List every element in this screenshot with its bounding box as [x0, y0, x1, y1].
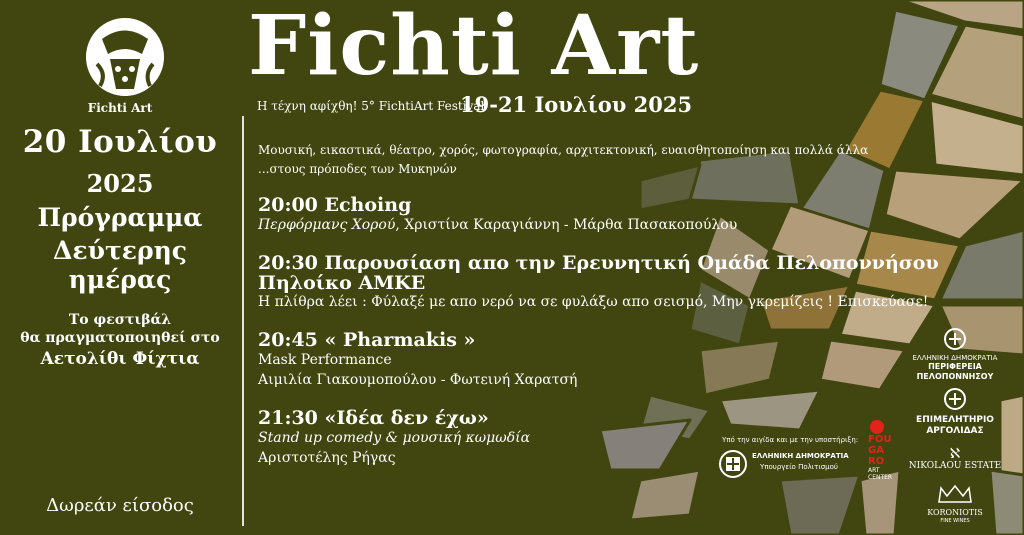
fougaro-word1: FOU	[868, 434, 892, 445]
event-1-title: 20:00 Echoing	[258, 194, 412, 216]
fougaro-dot-icon	[870, 420, 884, 434]
vertical-divider	[242, 116, 244, 526]
region-emblem-icon	[944, 328, 966, 350]
chamber-line1: ΕΠΙΜΕΛΗΤΗΡΙΟ	[916, 415, 994, 425]
ministry-line1: ΕΛΛΗΝΙΚΗ ΔΗΜΟΚΡΑΤΙΑ	[752, 452, 849, 460]
venue-name: Αετολίθι Φίχτια	[40, 349, 200, 369]
sponsor-note: Υπό την αιγίδα και με την υποστήριξη:	[722, 436, 859, 444]
event-1-type: Περφόρμανς Χορού	[258, 217, 396, 233]
event-3-type: Mask Performance	[258, 352, 392, 368]
event-2-title-line2: Πηλοίκο ΑΜΚΕ	[258, 272, 426, 294]
region-line1: ΕΛΛΗΝΙΚΗ ΔΗΜΟΚΡΑΤΙΑ	[912, 354, 998, 362]
event-4-title: 21:30 «Ιδέα δεν έχω»	[258, 407, 489, 429]
fougaro-sub1: ART	[868, 467, 880, 474]
festival-tagline: Η τέχνη αφίχθη! 5° FichtiArt Festival	[257, 99, 485, 113]
koroniotis-name: KORONIOTIS	[927, 508, 983, 517]
event-date: 20 Ιουλίου	[22, 124, 218, 160]
region-line2: ΠΕΡΙΦΕΡΕΙΑ	[928, 362, 982, 371]
event-3-performers: Αιμιλία Γιακουμοπούλου - Φωτεινή Χαρατσή	[258, 372, 578, 388]
festival-title: Fichti Art	[248, 0, 700, 94]
program-heading-line2: Δεύτερης ημέρας	[53, 236, 187, 294]
event-4-type: Stand up comedy & μουσική κωμωδία	[258, 430, 531, 446]
koroniotis-logo	[900, 484, 1010, 524]
intro-line2: ...στους πρόποδες των Μυκηνών	[258, 162, 457, 176]
venue-line1: Το φεστιβάλ	[68, 312, 172, 328]
event-3-title: 20:45 « Pharmakis »	[258, 329, 476, 351]
peloponnese-region-logo	[900, 328, 1010, 382]
left-panel	[0, 0, 240, 535]
fichti-art-logo	[82, 14, 168, 100]
venue-line2: θα πραγματοποιηθεί στο	[20, 330, 220, 346]
argolida-chamber-logo	[900, 388, 1010, 437]
intro-line1: Μουσική, εικαστικά, θέατρο, χορός, φωτογραφία, αρχιτεκτονική, ευαισθητοποίηση και πολλά άλλα	[258, 143, 869, 157]
fougaro-logo	[868, 420, 900, 481]
nikolaou-name: NIKOLAOU ESTATE	[908, 461, 1002, 471]
festival-dates: 19-21 Ιουλίου 2025	[460, 92, 693, 117]
ministry-line2: Υπουργείο Πολιτισμού	[760, 463, 838, 471]
event-year: 2025	[86, 169, 154, 198]
crown-icon	[937, 484, 973, 504]
chamber-line2: ΑΡΓΟΛΙΔΑΣ	[926, 426, 984, 436]
nikolaou-estate-logo	[900, 447, 1010, 471]
program-heading-line1: Πρόγραμμα	[37, 203, 203, 232]
greek-republic-emblem-icon	[718, 449, 748, 479]
event-4-performers: Αριστοτέλης Ρήγας	[258, 450, 396, 466]
event-2-details: Η πλίθρα λέει : Φύλαξέ με απο νερό να σε φυλάξω απο σεισμό, Μην γκρεμίζεις ! Επισκεύασε!	[258, 294, 929, 310]
fougaro-word2: GA	[868, 445, 884, 456]
fougaro-word3: RO	[868, 456, 885, 467]
event-1-performers: , Χριστίνα Καραγιάννη - Μάρθα Πασακοπούλου	[395, 217, 738, 233]
free-entry-note: Δωρεάν είσοδος	[46, 495, 194, 516]
region-line3: ΠΕΛΟΠΟΝΝΗΣΟΥ	[916, 372, 994, 381]
event-1-details	[258, 217, 737, 233]
chamber-emblem-icon	[944, 388, 966, 410]
koroniotis-sub: FINE WINES	[940, 518, 970, 524]
nikolaou-mark-icon: ℵ	[949, 446, 961, 462]
fougaro-sub2: CENTER	[868, 474, 893, 481]
event-2-title-line1: 20:30 Παρουσίαση απο την Ερευνητική Ομάδα Πελοποννήσου	[258, 252, 939, 274]
logo-caption: Fichti Art	[87, 101, 153, 115]
